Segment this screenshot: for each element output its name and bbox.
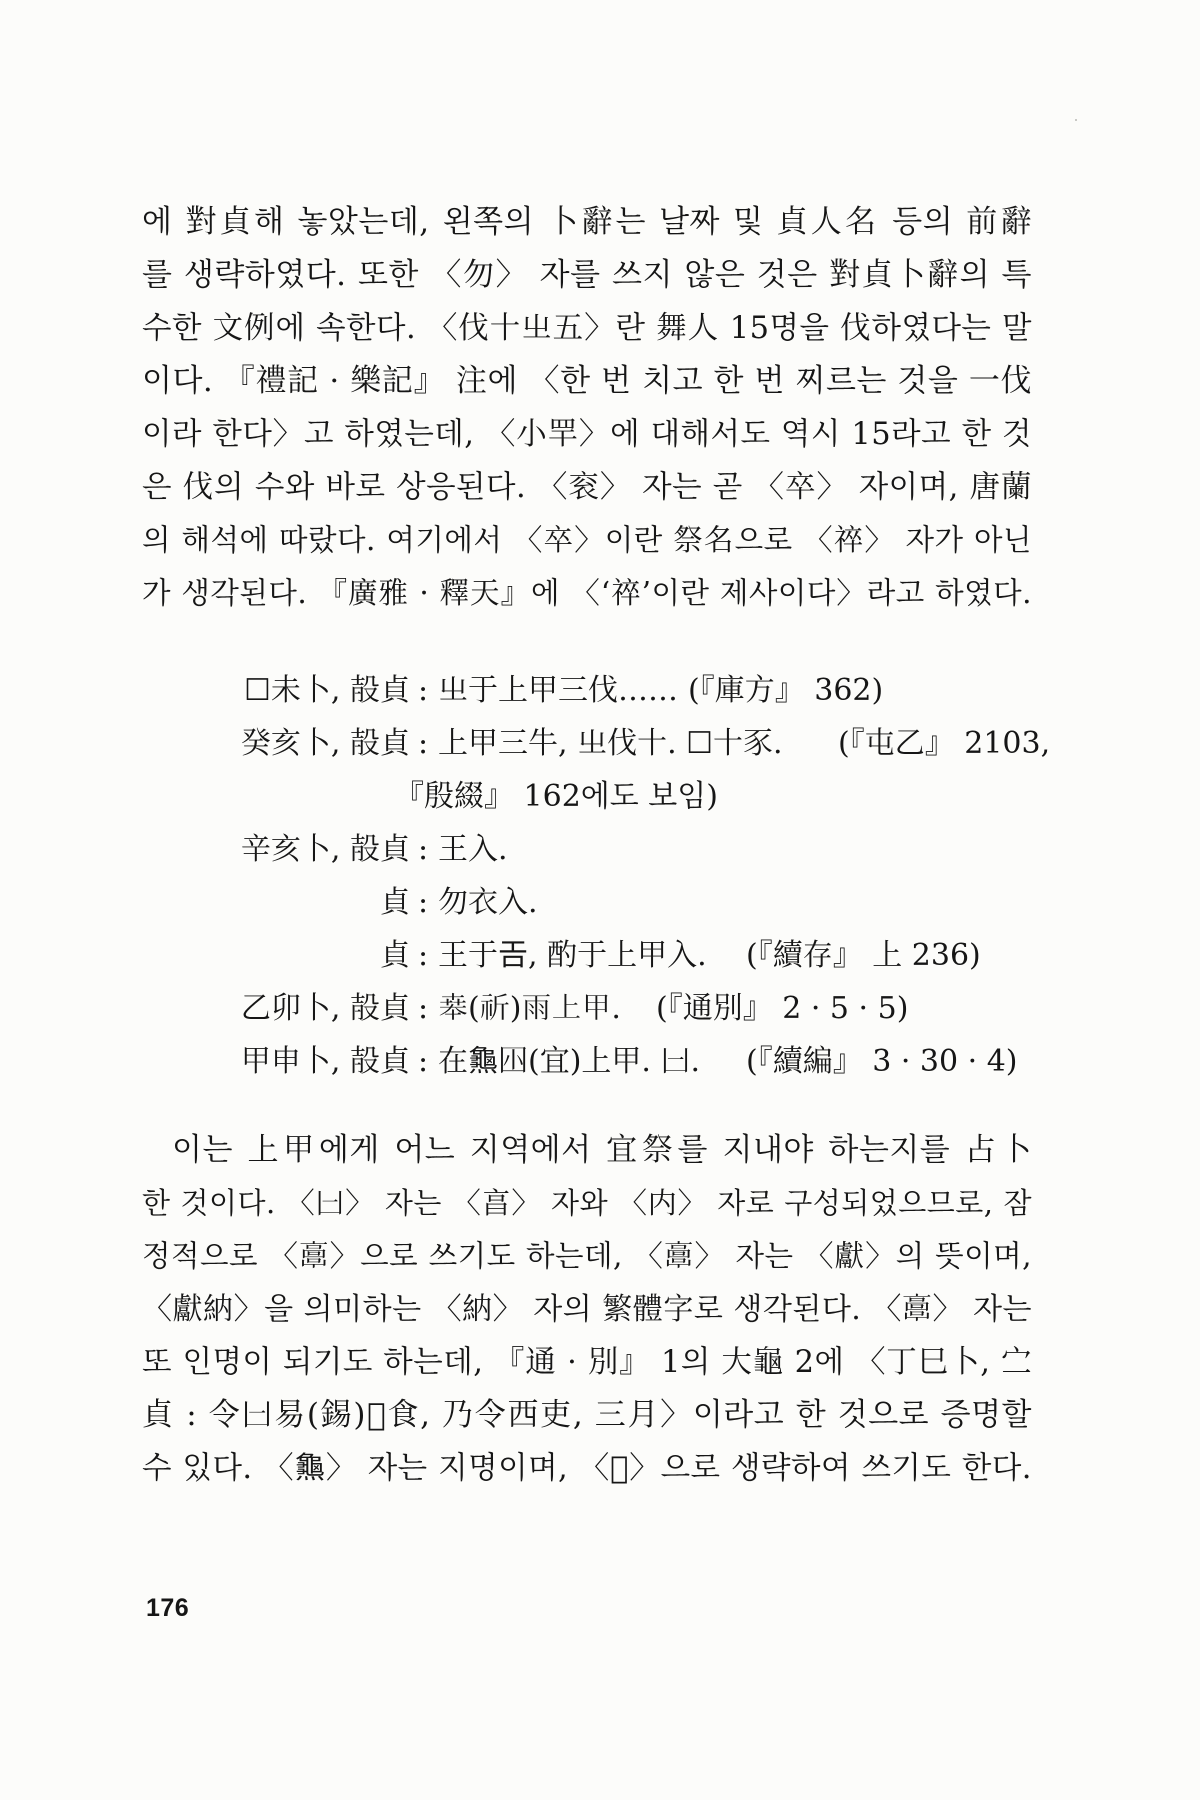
paragraph-line: 〈獻納〉을 의미하는 〈納〉 자의 繁體字로 생각된다. 〈𩫖〉 자는 [142,1292,1032,1327]
example-line [198,929,1048,982]
example-colon: : [417,938,429,973]
example-text: 王入. [438,832,508,867]
example-source: (『屯乙』 2103, [838,726,1051,761]
example-line [198,982,1048,1035]
paragraph-line: 또 인명이 되기도 하는데, 『通 · 別』 1의 大龜 2에 〈丁巳卜, 㝉 [142,1345,1032,1380]
example-colon: : [417,991,429,1026]
example-line [198,1035,1048,1088]
example-text: 上甲三牛, 㞢伐十. ☐十豕. [438,726,783,761]
example-line [198,664,1048,717]
example-text: 在𪚰𡆧(宜)上甲. 𠙵. [438,1044,701,1079]
body-paragraph-2 [142,1124,1032,1495]
example-colon: : [417,885,429,920]
paragraph-line: 이다. 『禮記 · 樂記』 注에 〈한 번 치고 한 번 찌르는 것을 一伐 [142,363,1032,399]
paragraph-line: 의 해석에 따랐다. 여기에서 〈卒〉이란 祭名으로 〈祽〉 자가 아닌 [142,523,1032,557]
example-line [198,717,1051,770]
example-prefix: 甲申卜, 㱿貞 [240,1044,410,1079]
paragraph-line: 은 伐의 수와 바로 상응된다. 〈衮〉 자는 곧 〈卒〉 자이며, 唐蘭 [142,470,1032,505]
paragraph-line: 이라 한다〉고 하였는데, 〈小䍐〉에 대해서도 역시 15라고 한 것 [142,417,1032,452]
paragraph-line: 한 것이다. 〈𠙵〉 자는 〈亯〉 자와 〈内〉 자로 구성되었으므로, 잠 [142,1186,1032,1220]
paragraph-line: 를 생략하였다. 또한 〈勿〉 자를 쓰지 않은 것은 對貞卜辭의 특 [142,257,1032,293]
example-text: 王于𢀛, 酌于上甲入. [438,938,707,973]
example-colon: : [417,673,429,708]
example-prefix: 乙卯卜, 㱿貞 [240,991,410,1026]
oracle-bone-examples [198,664,1051,1088]
example-source: (『通別』 2 · 5 · 5) [656,991,909,1026]
example-colon: : [417,832,429,867]
paragraph-line: 에 對貞해 놓았는데, 왼쪽의 卜辭는 날짜 및 貞人名 등의 前辭 [142,204,1032,240]
example-line [198,823,1048,876]
example-prefix: 辛亥卜, 㱿貞 [240,832,410,867]
paragraph-line: 가 생각된다. 『廣雅 · 釋天』에 〈‘祽’이란 제사이다〉라고 하였다. [142,576,1032,610]
paper-speck [1075,119,1077,121]
paragraph-line: 이는 上甲에게 어느 지역에서 宜祭를 지내야 하는지를 占卜 [172,1132,1032,1168]
body-paragraph-1 [142,196,1032,620]
example-colon: : [417,1044,429,1079]
example-source: (『續編』 3 · 30 · 4) [746,1044,1018,1079]
page-number: 176 [146,1594,190,1622]
example-text: 勿衣入. [438,885,538,920]
example-line [198,876,1048,929]
example-prefix: 癸亥卜, 㱿貞 [240,726,410,761]
paragraph-line: 수 있다. 〈𪚰〉 자는 지명이며, 〈𠃬〉으로 생략하여 쓰기도 한다. [142,1451,1032,1486]
example-text: 『殷綴』 162에도 보임) [394,779,718,814]
example-prefix: 貞 [380,885,410,920]
example-line [198,770,1048,823]
example-source: (『庫方』 362) [688,673,884,708]
example-text: 㞢于上甲三伐…… [438,673,678,708]
example-prefix: 貞 [380,938,410,973]
paragraph-line: 정적으로 〈𩫖〉으로 쓰기도 하는데, 〈𩫖〉 자는 〈獻〉의 뜻이며, [142,1239,1032,1273]
example-source: (『續存』 上 236) [746,938,981,973]
example-text: 𠦪(祈)雨上甲. [438,991,621,1026]
example-colon: : [417,726,429,761]
paragraph-line: 貞 : 令𠙵易(錫)𡧊食, 乃令西吏, 三月〉이라고 한 것으로 증명할 [142,1397,1032,1433]
example-prefix: ☐未卜, 㱿貞 [244,673,410,708]
paragraph-line: 수한 文例에 속한다. 〈伐十㞢五〉란 舞人 15명을 伐하였다는 말 [142,311,1032,346]
